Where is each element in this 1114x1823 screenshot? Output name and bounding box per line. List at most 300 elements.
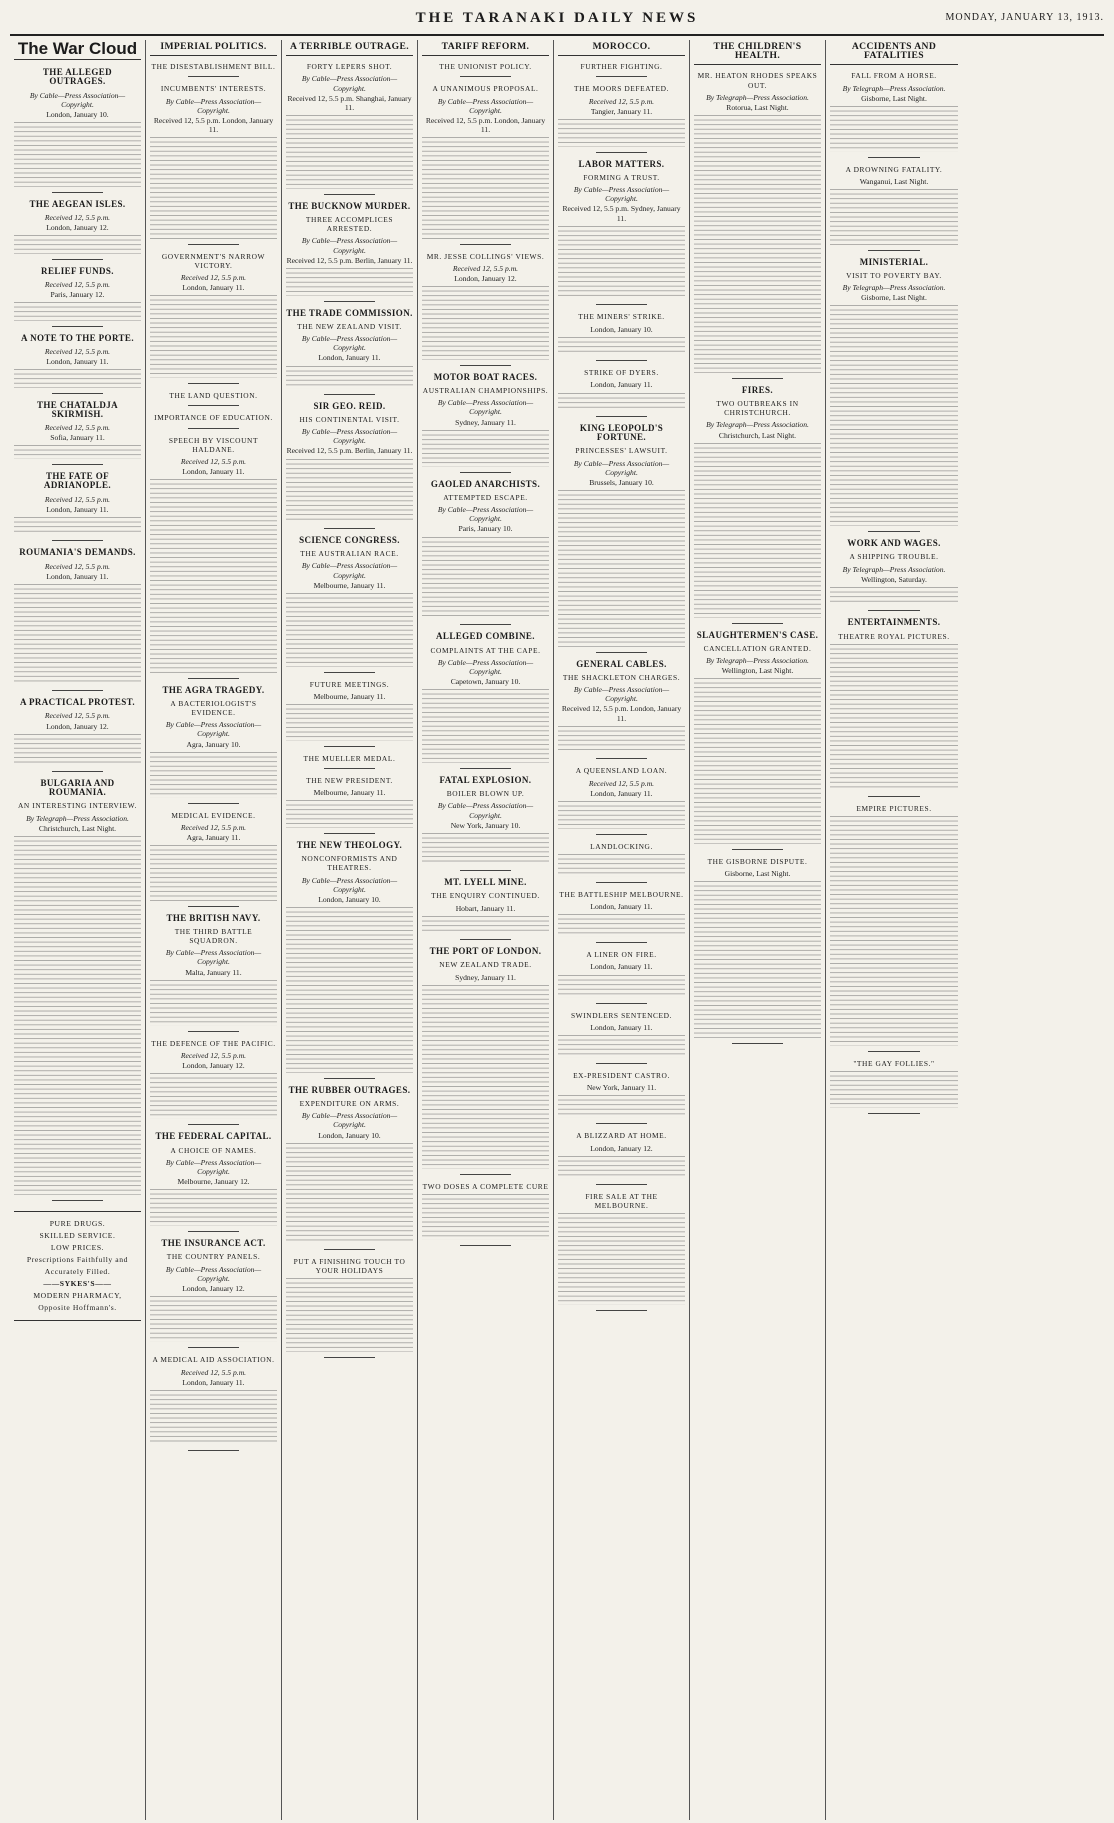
- article: [558, 766, 685, 834]
- article-dateline: London, January 12.: [182, 1061, 245, 1071]
- article-dateline: London, January 10.: [318, 1130, 381, 1140]
- article-body-text: [422, 985, 549, 1169]
- article-body-text: [558, 1156, 685, 1179]
- article-body-text: [14, 836, 141, 1195]
- article-subheadline: NONCONFORMISTS AND THEATRES.: [301, 854, 398, 873]
- section-divider: [188, 428, 239, 429]
- article-dateline: London, January 11.: [46, 504, 109, 514]
- article-subheadline: THE NEW ZEALAND VISIT.: [297, 321, 402, 331]
- article-headline: THE TRADE COMMISSION.: [286, 307, 413, 318]
- section-divider: [460, 365, 511, 366]
- article-source: By Cable—Press Association—Copyright.: [437, 96, 534, 115]
- article-dateline: Paris, January 10.: [458, 524, 513, 534]
- article-dateline: Rotorua, Last Night.: [726, 103, 789, 113]
- article-headline: THE INSURANCE ACT.: [161, 1238, 266, 1249]
- section-divider: [596, 416, 647, 417]
- article: [694, 857, 821, 1044]
- article-body-text: [286, 907, 413, 1073]
- article-source: By Telegraph—Press Association.: [706, 92, 809, 102]
- article: [14, 472, 141, 541]
- article-subheadline: ATTEMPTED ESCAPE.: [443, 492, 528, 502]
- article-dateline: Received 12, 5.5 p.m. Berlin, January 11.: [286, 255, 413, 265]
- article-dateline: London, January 11.: [182, 1377, 245, 1387]
- article-source: Received 12, 5.5 p.m.: [180, 1051, 247, 1061]
- section-divider: [868, 1051, 919, 1052]
- article-body-text: [422, 430, 549, 467]
- columns-container: [10, 40, 1104, 1820]
- ad-line: ——SYKES'S——: [43, 1278, 112, 1288]
- article-source: By Telegraph—Press Association.: [706, 420, 809, 430]
- article-headline: MOTOR BOAT RACES.: [433, 371, 538, 382]
- article: [14, 200, 141, 260]
- section-divider: [868, 610, 919, 611]
- article-body-text: [286, 704, 413, 741]
- article-dateline: London, January 11.: [182, 467, 245, 477]
- article-body-text: [14, 734, 141, 766]
- article: [558, 1011, 685, 1064]
- article-source: By Cable—Press Association—Copyright.: [165, 1264, 262, 1283]
- article: [558, 890, 685, 943]
- article-dateline: London, January 11.: [590, 902, 653, 912]
- article-subheadline: SPEECH BY VISCOUNT HALDANE.: [168, 435, 259, 454]
- article-body-text: [14, 369, 141, 387]
- section-divider: [324, 746, 375, 747]
- article-subheadline: THE THIRD BATTLE SQUADRON.: [174, 926, 253, 946]
- section-divider: [52, 326, 103, 327]
- article-subheadline: STRIKE OF DYERS.: [584, 368, 659, 378]
- article-subheadline: INCUMBENTS' INTERESTS.: [160, 84, 267, 94]
- article-subheadline: MR. HEATON RHODES SPEAKS OUT.: [697, 71, 818, 90]
- article-source: Received 12, 5.5 p.m.: [44, 494, 111, 504]
- section-divider: [596, 76, 647, 77]
- article-dateline: London, January 11.: [318, 353, 381, 363]
- article-dateline: Received 12, 5.5 p.m. Sydney, January 11.: [562, 204, 681, 223]
- column-heading: TARIFF REFORM.: [422, 40, 549, 56]
- section-divider: [52, 192, 103, 193]
- ad-line: Opposite Hoffmann's.: [38, 1302, 117, 1312]
- section-divider: [52, 690, 103, 691]
- article-dateline: Gisborne, Last Night.: [861, 93, 927, 103]
- article-subheadline: FIRE SALE AT THE MELBOURNE.: [585, 1191, 658, 1211]
- article-source: Received 12, 5.5 p.m.: [44, 423, 111, 433]
- article-headline: GENERAL CABLES.: [576, 658, 667, 669]
- section-divider: [460, 768, 511, 769]
- article: [286, 1086, 413, 1250]
- section-divider: [596, 1184, 647, 1185]
- article: [694, 386, 821, 624]
- article: [830, 71, 958, 158]
- section-divider: [732, 849, 783, 850]
- article-body-text: [558, 801, 685, 829]
- article-headline: THE BUCKNOW MURDER.: [288, 200, 411, 211]
- article-subheadline: THE DEFENCE OF THE PACIFIC.: [151, 1038, 276, 1048]
- section-divider: [324, 301, 375, 302]
- feature-title: The War Cloud: [14, 40, 141, 60]
- article-body-text: [286, 800, 413, 828]
- article-subheadline: THREE ACCOMPLICES ARRESTED.: [305, 215, 394, 234]
- article-subheadline: TWO DOSES A COMPLETE CURE: [422, 1181, 549, 1191]
- article-source: By Cable—Press Association—Copyright.: [437, 398, 534, 417]
- column-heading: THE CHILDREN'S HEALTH.: [694, 40, 821, 65]
- section-divider: [188, 906, 239, 907]
- article-subheadline: PUT A FINISHING TOUCH TO YOUR HOLIDAYS: [293, 1257, 406, 1276]
- article: [150, 391, 277, 406]
- article: [14, 548, 141, 691]
- article-body-text: [558, 914, 685, 937]
- section-divider: [868, 796, 919, 797]
- section-divider: [52, 259, 103, 260]
- article-dateline: Received 12, 5.5 p.m. Shanghai, January 11.: [287, 93, 412, 113]
- article: [286, 776, 413, 834]
- article: [830, 1059, 958, 1114]
- article-body-text: [286, 268, 413, 296]
- article: [558, 160, 685, 306]
- article-headline: THE BRITISH NAVY.: [166, 912, 261, 923]
- article-subheadline: A DROWNING FATALITY.: [845, 165, 943, 175]
- column-heading: A TERRIBLE OUTRAGE.: [286, 40, 413, 56]
- article-body-text: [558, 226, 685, 300]
- article: [422, 776, 549, 871]
- article: [286, 62, 413, 195]
- article-subheadline: EMPIRE PICTURES.: [856, 804, 932, 814]
- section-divider: [596, 652, 647, 653]
- article-subheadline: A CHOICE OF NAMES.: [170, 1145, 257, 1155]
- article-dateline: London, January 12.: [46, 721, 109, 731]
- column: [554, 40, 690, 1820]
- section-divider: [732, 1043, 783, 1044]
- article-subheadline: MR. JESSE COLLINGS' VIEWS.: [426, 251, 545, 261]
- article-headline: THE FEDERAL CAPITAL.: [155, 1131, 272, 1142]
- article-subheadline: CANCELLATION GRANTED.: [703, 643, 812, 653]
- article-body-text: [150, 752, 277, 798]
- article-body-text: [150, 1189, 277, 1226]
- section-divider: [52, 393, 103, 394]
- article-subheadline: THE ENQUIRY CONTINUED.: [431, 891, 540, 901]
- article-source: Received 12, 5.5 p.m.: [44, 212, 111, 222]
- column: [282, 40, 418, 1820]
- article-body-text: [694, 881, 821, 1037]
- article: [150, 252, 277, 385]
- article: [558, 62, 685, 77]
- article: [830, 618, 958, 797]
- section-divider: [868, 1113, 919, 1114]
- article-subheadline: THE COUNTRY PANELS.: [166, 1252, 261, 1262]
- article-subheadline: LANDLOCKING.: [590, 841, 653, 851]
- article: [14, 698, 141, 772]
- section-divider: [188, 1450, 239, 1451]
- section-divider: [868, 157, 919, 158]
- article-subheadline: TWO OUTBREAKS IN CHRISTCHURCH.: [716, 399, 799, 418]
- section-divider: [188, 1231, 239, 1232]
- section-divider: [596, 152, 647, 153]
- article-headline: THE CHATALDJA SKIRMISH.: [36, 399, 119, 419]
- article-headline: FIRES.: [741, 384, 774, 395]
- ad-line: Prescriptions Faithfully and Accurately Filled.: [26, 1254, 129, 1276]
- section-divider: [324, 1078, 375, 1079]
- article-dateline: Received 12, 5.5 p.m. London, January 11.: [561, 704, 682, 723]
- article-subheadline: A LINER ON FIRE.: [586, 950, 657, 960]
- article: [558, 312, 685, 361]
- section-divider: [188, 1347, 239, 1348]
- article-subheadline: PRINCESSES' LAWSUIT.: [575, 446, 668, 456]
- article-headline: GAOLED ANARCHISTS.: [430, 478, 541, 489]
- section-divider: [324, 394, 375, 395]
- article-body-text: [694, 115, 821, 373]
- article-source: By Telegraph—Press Association.: [706, 656, 809, 666]
- article-dateline: New York, January 11.: [586, 1083, 657, 1093]
- article: [150, 1239, 277, 1348]
- article-dateline: Wellington, Last Night.: [721, 666, 794, 676]
- article-subheadline: "THE GAY FOLLIES.": [853, 1059, 935, 1069]
- article-body-text: [286, 366, 413, 389]
- article-subheadline: GOVERNMENT'S NARROW VICTORY.: [161, 251, 266, 270]
- ad-line: PURE DRUGS.: [49, 1218, 106, 1228]
- article: [558, 660, 685, 760]
- article-body-text: [558, 1095, 685, 1118]
- article-dateline: Gisborne, Last Night.: [724, 869, 791, 879]
- article: [150, 914, 277, 1032]
- article: [286, 841, 413, 1079]
- article-subheadline: FORTY LEPERS SHOT.: [306, 62, 393, 72]
- article-subheadline: NEW ZEALAND TRADE.: [439, 960, 532, 970]
- article: [694, 71, 821, 378]
- article: [286, 754, 413, 769]
- article-subheadline: A UNANIMOUS PROPOSAL.: [432, 84, 539, 94]
- article-body-text: [558, 726, 685, 754]
- article-body-text: [14, 517, 141, 535]
- article-dateline: Capetown, January 10.: [450, 677, 521, 687]
- article-source: By Cable—Press Association—Copyright.: [301, 427, 398, 446]
- article-subheadline: A SHIPPING TROUBLE.: [849, 552, 939, 562]
- article-body-text: [558, 119, 685, 147]
- article-source: Received 12, 5.5 p.m.: [180, 457, 247, 467]
- article-body-text: [558, 975, 685, 998]
- article-headline: THE ALLEGED OUTRAGES.: [42, 67, 113, 87]
- article-dateline: London, January 10.: [46, 110, 109, 120]
- section-divider: [460, 1245, 511, 1246]
- section-divider: [596, 1003, 647, 1004]
- article-source: Received 12, 5.5 p.m.: [44, 561, 111, 571]
- article-source: By Cable—Press Association—Copyright.: [437, 505, 534, 524]
- ad-line: SKILLED SERVICE.: [39, 1230, 116, 1240]
- article-dateline: London, January 12.: [454, 274, 517, 284]
- article-headline: SCIENCE CONGRESS.: [299, 535, 400, 546]
- article: [422, 1182, 549, 1246]
- column: [418, 40, 554, 1820]
- article-dateline: Brussels, January 10.: [589, 478, 654, 488]
- article: [422, 62, 549, 77]
- article-source: By Cable—Press Association—Copyright.: [165, 1157, 262, 1177]
- article-headline: A PRACTICAL PROTEST.: [19, 697, 136, 708]
- article-dateline: Hobart, January 11.: [455, 903, 516, 913]
- article-body-text: [830, 587, 958, 605]
- section-divider: [324, 1249, 375, 1250]
- article: [14, 401, 141, 466]
- article-headline: MINISTERIAL.: [859, 256, 929, 267]
- article-subheadline: A QUEENSLAND LOAN.: [575, 766, 668, 776]
- article-subheadline: THEATRE ROYAL PICTURES.: [838, 631, 950, 641]
- article-dateline: Received 12, 5.5 p.m. London, January 11.: [425, 116, 546, 135]
- article-body-text: [422, 833, 549, 865]
- section-divider: [460, 1174, 511, 1175]
- article: [422, 947, 549, 1175]
- article-dateline: London, January 12.: [182, 1284, 245, 1294]
- newspaper-title: THE TARANAKI DAILY NEWS: [415, 10, 699, 26]
- article: [558, 1192, 685, 1311]
- section-divider: [52, 771, 103, 772]
- article-source: By Cable—Press Association—Copyright.: [437, 657, 534, 677]
- section-divider: [596, 758, 647, 759]
- article-body-text: [150, 1296, 277, 1342]
- article-subheadline: THE MUELLER MEDAL.: [303, 753, 396, 763]
- section-divider: [596, 834, 647, 835]
- article-body-text: [558, 393, 685, 411]
- section-divider: [596, 942, 647, 943]
- section-divider: [188, 1031, 239, 1032]
- article-source: By Cable—Press Association—Copyright.: [573, 458, 670, 477]
- article-source: Received 12, 5.5 p.m.: [452, 263, 519, 273]
- section-divider: [596, 1310, 647, 1311]
- article-dateline: Agra, January 10.: [186, 739, 241, 749]
- article-body-text: [694, 678, 821, 844]
- article-source: By Cable—Press Association—Copyright.: [301, 1111, 398, 1130]
- article-headline: ENTERTAINMENTS.: [847, 617, 941, 628]
- article: [558, 950, 685, 1003]
- article-body-text: [286, 593, 413, 667]
- article-body-text: [150, 479, 277, 672]
- column: [690, 40, 826, 1820]
- article-body-text: [14, 302, 141, 320]
- article-source: By Telegraph—Press Association.: [842, 564, 946, 574]
- article: [150, 686, 277, 804]
- section-divider: [188, 76, 239, 77]
- article: [422, 878, 549, 940]
- article-body-text: [558, 490, 685, 646]
- article-body-text: [422, 916, 549, 934]
- article-body-text: [14, 584, 141, 685]
- article: [558, 84, 685, 152]
- section-divider: [324, 528, 375, 529]
- article-dateline: New York, January 10.: [450, 820, 521, 830]
- article: [150, 1132, 277, 1232]
- article-subheadline: FORMING A TRUST.: [583, 172, 660, 182]
- article-dateline: Malta, January 11.: [185, 967, 242, 977]
- section-divider: [188, 383, 239, 384]
- article-headline: KING LEOPOLD'S FORTUNE.: [579, 423, 664, 443]
- article: [422, 632, 549, 769]
- article-dateline: London, January 11.: [46, 571, 109, 581]
- article: [286, 536, 413, 673]
- article-dateline: Gisborne, Last Night.: [861, 293, 927, 303]
- article-body-text: [286, 1143, 413, 1244]
- section-divider: [596, 882, 647, 883]
- article-source: By Cable—Press Association—Copyright.: [165, 720, 262, 739]
- article-headline: THE RUBBER OUTRAGES.: [288, 1084, 411, 1095]
- article-dateline: Christchurch, Last Night.: [718, 430, 797, 440]
- article: [422, 480, 549, 626]
- article-body-text: [14, 445, 141, 459]
- article-body-text: [830, 305, 958, 526]
- ad-line: LOW PRICES.: [50, 1242, 105, 1252]
- section-divider: [460, 244, 511, 245]
- article: [422, 84, 549, 244]
- article-dateline: London, January 11.: [46, 357, 109, 367]
- article-source: Received 12, 5.5 p.m.: [44, 711, 111, 721]
- section-divider: [732, 378, 783, 379]
- section-divider: [324, 1357, 375, 1358]
- article: [14, 267, 141, 327]
- section-divider: [52, 464, 103, 465]
- article: [286, 309, 413, 395]
- article-subheadline: THE DISESTABLISHMENT BILL.: [151, 62, 276, 72]
- article-body-text: [558, 1213, 685, 1305]
- article-headline: THE AGRA TRAGEDY.: [162, 684, 265, 695]
- article-headline: MT. LYELL MINE.: [444, 877, 527, 888]
- article-source: By Telegraph—Press Association.: [842, 83, 946, 93]
- article-body-text: [830, 644, 958, 791]
- article-subheadline: HIS CONTINENTAL VISIT.: [299, 414, 400, 424]
- article-dateline: London, January 11.: [182, 283, 245, 293]
- article-dateline: Melbourne, January 12.: [177, 1177, 250, 1187]
- article-body-text: [14, 122, 141, 186]
- article-dateline: Sofia, January 11.: [50, 433, 105, 443]
- article-subheadline: COMPLAINTS AT THE CAPE.: [430, 645, 541, 655]
- article-subheadline: IMPORTANCE OF EDUCATION.: [154, 413, 273, 423]
- article: [14, 334, 141, 394]
- section-divider: [188, 405, 239, 406]
- article-headline: THE NEW THEOLOGY.: [296, 840, 403, 851]
- article-body-text: [150, 980, 277, 1026]
- article: [286, 402, 413, 529]
- article: [14, 68, 141, 192]
- article-subheadline: VISIT TO POVERTY BAY.: [846, 270, 942, 280]
- article-subheadline: AN INTERESTING INTERVIEW.: [17, 801, 138, 811]
- article-dateline: London, January 12.: [590, 1143, 653, 1153]
- section-divider: [324, 194, 375, 195]
- article-source: Received 12, 5.5 p.m.: [180, 823, 247, 833]
- article-dateline: London, January 11.: [590, 962, 653, 972]
- article-source: By Cable—Press Association—Copyright.: [573, 685, 670, 704]
- article-dateline: London, January 12.: [46, 223, 109, 233]
- article-body-text: [150, 295, 277, 378]
- article-source: Received 12, 5.5 p.m.: [180, 273, 247, 283]
- column: [826, 40, 962, 1820]
- article-subheadline: MEDICAL EVIDENCE.: [171, 810, 256, 820]
- section-divider: [188, 1124, 239, 1125]
- article-body-text: [286, 115, 413, 189]
- article: [558, 1131, 685, 1184]
- article-body-text: [422, 1194, 549, 1240]
- section-divider: [52, 540, 103, 541]
- article-body-text: [286, 1278, 413, 1352]
- article-dateline: Received 12, 5.5 p.m. London, January 11.: [153, 116, 274, 135]
- article-body-text: [150, 845, 277, 900]
- section-divider: [460, 870, 511, 871]
- article: [830, 804, 958, 1052]
- section-divider: [324, 833, 375, 834]
- article-subheadline: THE LAND QUESTION.: [169, 391, 258, 401]
- article-body-text: [558, 854, 685, 877]
- article-subheadline: FURTHER FIGHTING.: [580, 62, 663, 72]
- article-body-text: [286, 459, 413, 523]
- article-subheadline: THE AUSTRALIAN RACE.: [300, 549, 399, 559]
- article-body-text: [14, 235, 141, 253]
- article-source: By Telegraph—Press Association.: [26, 813, 129, 823]
- article-subheadline: THE UNIONIST POLICY.: [439, 62, 532, 72]
- article: [558, 842, 685, 883]
- article-dateline: Christchurch, Last Night.: [38, 823, 117, 833]
- article-subheadline: EX-PRESIDENT CASTRO.: [573, 1071, 670, 1081]
